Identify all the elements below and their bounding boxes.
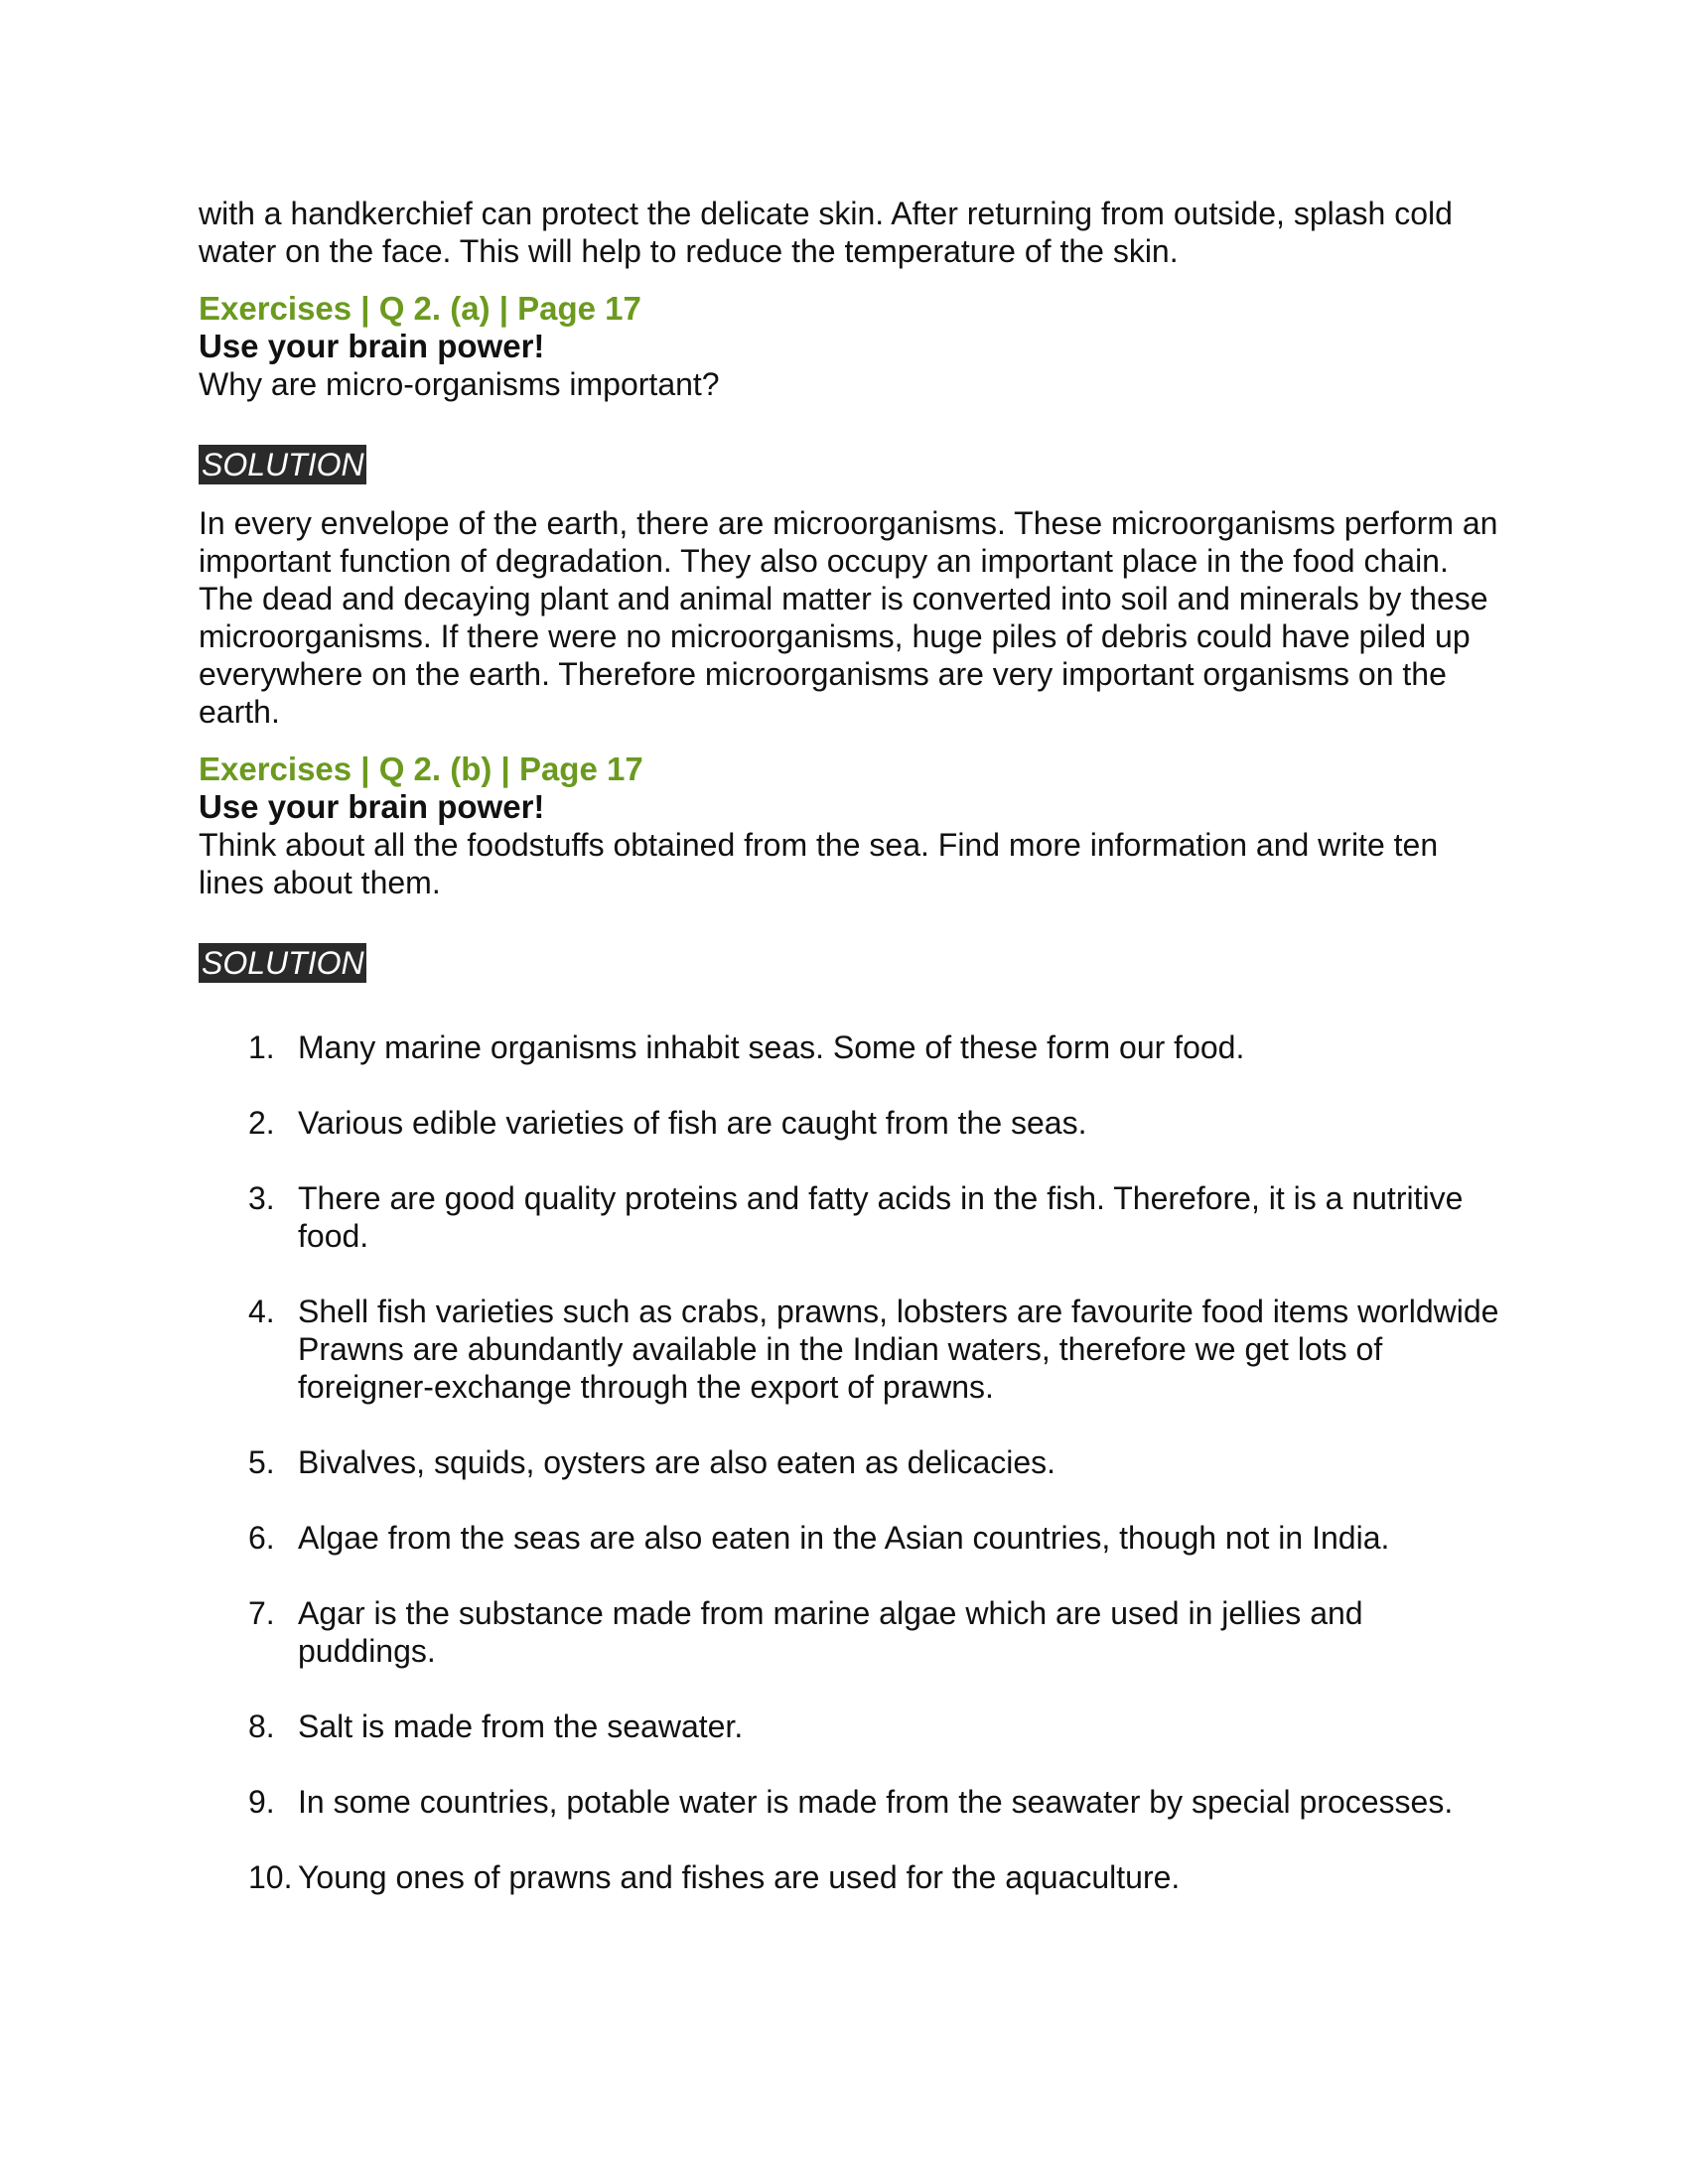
section-prompt: Use your brain power!: [199, 788, 545, 825]
section-q2b: [199, 751, 1499, 1896]
question-text: Think about all the foodstuffs obtained from the sea. Find more information and write ten lines about them.: [199, 827, 1439, 900]
document-page: [199, 195, 1499, 1934]
list-item-number: 10.: [248, 1859, 293, 1895]
list-item: [199, 1293, 1499, 1406]
solution-label-wrap: [199, 445, 1499, 484]
list-item-text: In some countries, potable water is made from the seawater by special processes.: [298, 1784, 1454, 1820]
solution-label: SOLUTION: [199, 445, 366, 484]
section-heading: Exercises | Q 2. (a) | Page 17: [199, 290, 641, 327]
solution-label-wrap: [199, 943, 1499, 983]
section-q2a: [199, 290, 1499, 731]
list-item-number: 8.: [248, 1708, 275, 1744]
list-item-text: Many marine organisms inhabit seas. Some of these form our food.: [298, 1029, 1245, 1065]
solution-label: SOLUTION: [199, 943, 366, 983]
list-item: [199, 1858, 1499, 1896]
list-item-number: 5.: [248, 1444, 275, 1480]
list-item-number: 6.: [248, 1520, 275, 1556]
list-item-text: Algae from the seas are also eaten in the Asian countries, though not in India.: [298, 1520, 1390, 1556]
list-item-text: Salt is made from the seawater.: [298, 1708, 744, 1744]
list-item-text: Various edible varieties of fish are caught from the seas.: [298, 1105, 1087, 1141]
list-item-number: 4.: [248, 1294, 275, 1329]
list-item: [199, 1179, 1499, 1255]
list-item-number: 1.: [248, 1029, 275, 1065]
list-item-text: Bivalves, squids, oysters are also eaten as delicacies.: [298, 1444, 1056, 1480]
section-heading: Exercises | Q 2. (b) | Page 17: [199, 751, 643, 787]
intro-paragraph: with a handkerchief can protect the delicate skin. After returning from outside, splash cold water on the face. This will help to reduce the temperature of the skin.: [199, 196, 1453, 269]
list-item: [199, 1707, 1499, 1745]
list-item-number: 2.: [248, 1105, 275, 1141]
list-item: [199, 1783, 1499, 1821]
list-item-text: Young ones of prawns and fishes are used for the aquaculture.: [298, 1859, 1181, 1895]
section-prompt: Use your brain power!: [199, 328, 545, 364]
list-item-text: There are good quality proteins and fatty acids in the fish. Therefore, it is a nutritive food.: [298, 1180, 1464, 1254]
list-item: [199, 1104, 1499, 1142]
list-item: [199, 1443, 1499, 1481]
list-item-text: Shell fish varieties such as crabs, prawns, lobsters are favourite food items worldwide Prawns are abundantly available in the Indian waters, therefore we get lots of foreigner-exchange through the export of prawns.: [298, 1294, 1499, 1405]
list-item-text: Agar is the substance made from marine algae which are used in jellies and puddings.: [298, 1595, 1363, 1669]
list-item-number: 3.: [248, 1180, 275, 1216]
list-item-number: 9.: [248, 1784, 275, 1820]
list-item: [199, 1028, 1499, 1066]
answer-paragraph: In every envelope of the earth, there are microorganisms. These microorganisms perform an important function of degradation. They also occupy an important place in the food chain. The dead and decaying plant and animal matter is converted into soil and minerals by these microorganisms. If there were no microorganisms, huge piles of debris could have piled up everywhere on the earth. Therefore microorganisms are very important organisms on the earth.: [199, 505, 1498, 730]
list-item-number: 7.: [248, 1595, 275, 1631]
answer-list: [199, 1028, 1499, 1896]
list-item: [199, 1519, 1499, 1557]
question-text: Why are micro-organisms important?: [199, 366, 720, 402]
list-item: [199, 1594, 1499, 1670]
